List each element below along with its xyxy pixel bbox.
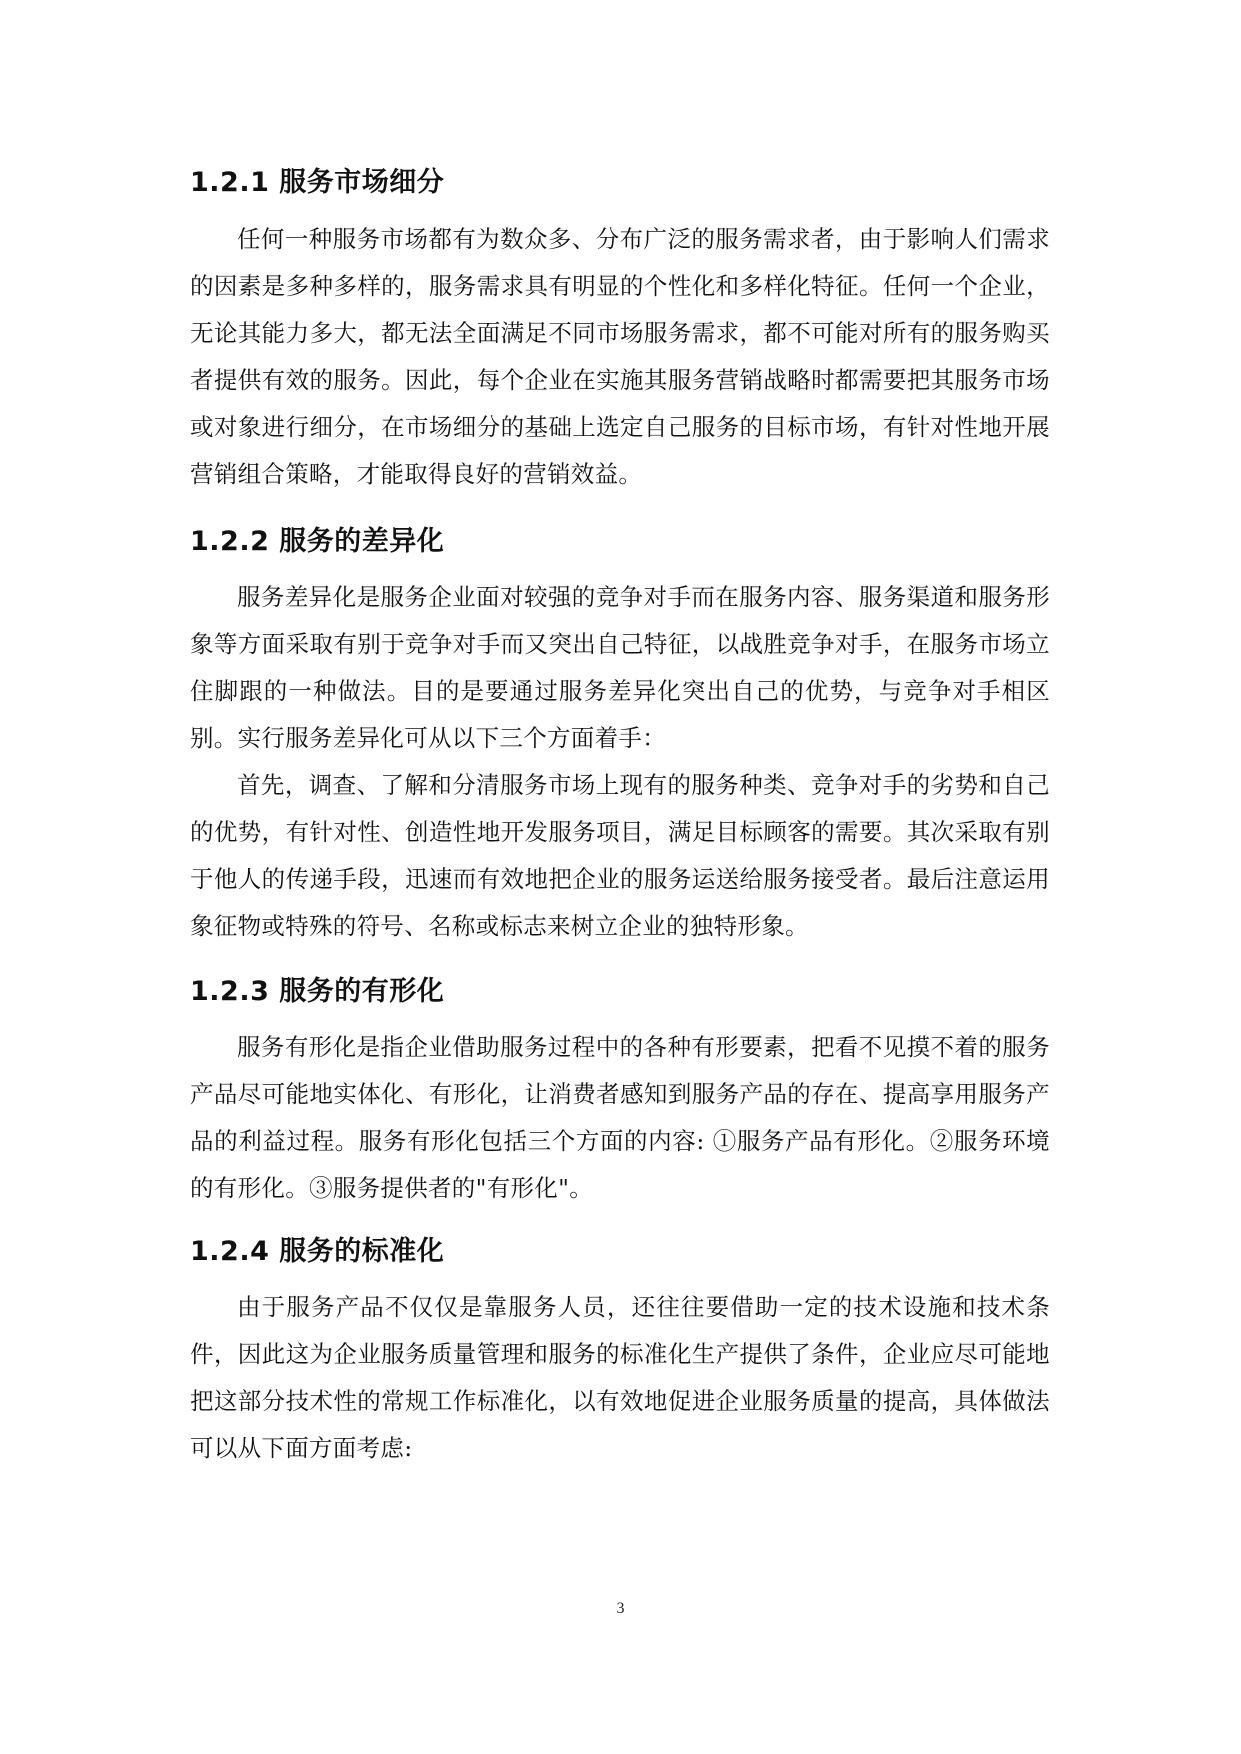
- section-heading: 1.2.1 服务市场细分: [190, 167, 445, 198]
- section-heading: 1.2.3 服务的有形化: [190, 976, 445, 1007]
- body-paragraph: 任何一种服务市场都有为数众多、分布广泛的服务需求者，由于影响人们需求的因素是多种多样的，服务需求具有明显的个性化和多样化特征。任何一个企业，无论其能力多大，都无法全面满足不同市场服务需求，都不可能对所有的服务购买者提供有效的服务。因此，每个企业在实施其服务营销战略时都需要把其服务市场或对象进行细分，在市场细分的基础上选定自己服务的目标市场，有针对性地开展营销组合策略，才能取得良好的营销效益。: [190, 225, 1050, 488]
- section-heading: 1.2.2 服务的差异化: [190, 526, 445, 557]
- section-heading: 1.2.4 服务的标准化: [190, 1236, 445, 1267]
- section-1-2-4: [190, 1234, 1050, 1472]
- body-paragraph: 服务差异化是服务企业面对较强的竞争对手而在服务内容、服务渠道和服务形象等方面采取有别于竞争对手而又突出自己特征，以战胜竞争对手，在服务市场立住脚跟的一种做法。目的是要通过服务差异化突出自己的优势，与竞争对手相区别。实行服务差异化可从以下三个方面着手：: [190, 583, 1050, 752]
- body-paragraph: 首先，调查、了解和分清服务市场上现有的服务种类、竞争对手的劣势和自己的优势，有针对性、创造性地开发服务项目，满足目标顾客的需要。其次采取有别于他人的传递手段，迅速而有效地把企业的服务运送给服务接受者。最后注意运用象征物或特殊的符号、名称或标志来树立企业的独特形象。: [190, 771, 1050, 940]
- page-content: [190, 165, 1050, 1472]
- body-paragraph: 服务有形化是指企业借助服务过程中的各种有形要素，把看不见摸不着的服务产品尽可能地实体化、有形化，让消费者感知到服务产品的存在、提高享用服务产品的利益过程。服务有形化包括三个方面的内容: ①服务产品有形化。②服务环境的有形化。③服务提供者的"有形化"。: [190, 1033, 1050, 1202]
- section-1-2-3: [190, 974, 1050, 1212]
- page-number: 3: [616, 1600, 625, 1617]
- section-1-2-2: [190, 524, 1050, 950]
- body-paragraph: 由于服务产品不仅仅是靠服务人员，还往往要借助一定的技术设施和技术条件，因此这为企业服务质量管理和服务的标准化生产提供了条件，企业应尽可能地把这部分技术性的常规工作标准化，以有效地促进企业服务质量的提高，具体做法可以从下面方面考虑:: [190, 1293, 1050, 1462]
- section-1-2-1: [190, 165, 1050, 498]
